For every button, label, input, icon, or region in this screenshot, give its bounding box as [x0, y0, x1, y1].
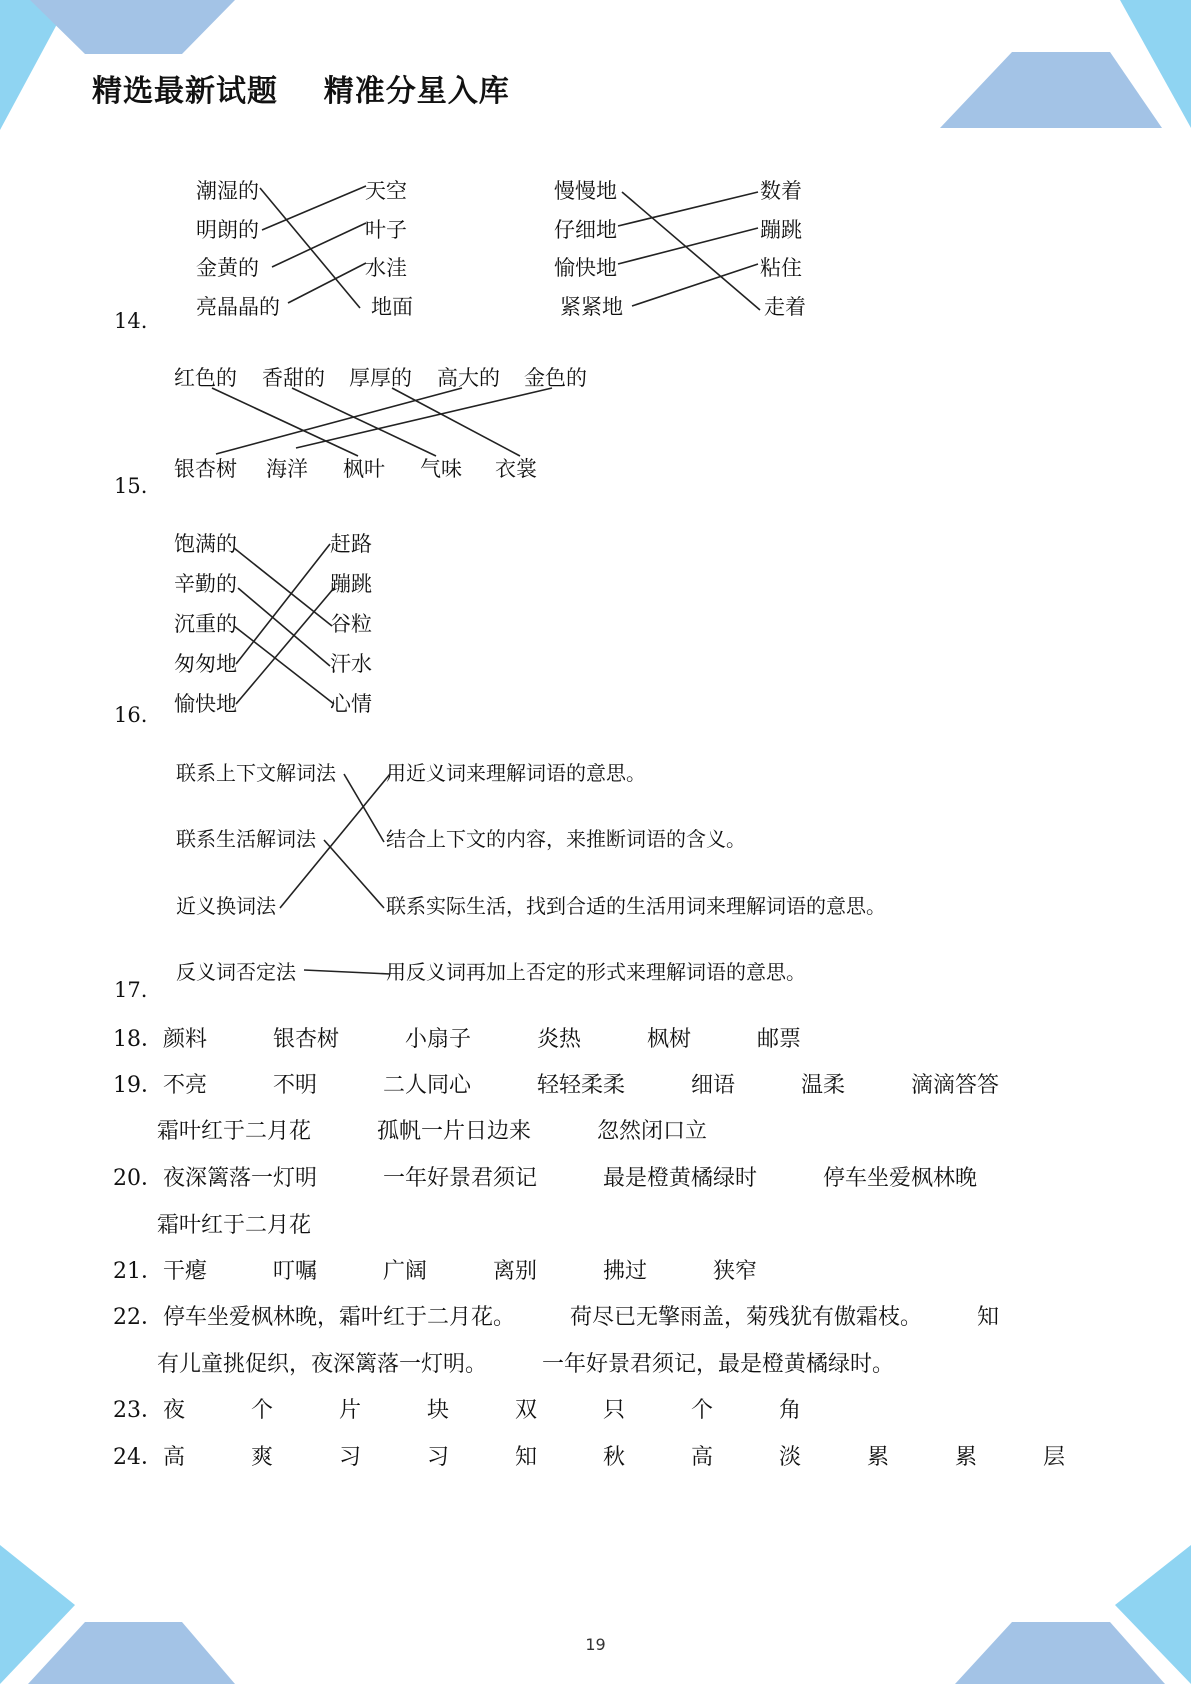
answer-19-line-1: 19．不亮 不明 二人同心 轻轻柔柔 细语 温柔 滴滴答答 [113, 1073, 999, 1098]
match-word: 金黄的 [196, 256, 259, 280]
match-word: 香甜的 [262, 366, 325, 390]
match-word: 反义词否定法 [176, 960, 296, 984]
question-number: 15. [114, 474, 148, 498]
match-word: 蹦跳 [760, 218, 802, 242]
match-word: 高大的 [437, 366, 500, 390]
match-word: 辛勤的 [174, 572, 237, 596]
match-word: 粘住 [760, 256, 802, 280]
match-word: 厚厚的 [349, 366, 412, 390]
match-word: 近义换词法 [176, 894, 276, 918]
match-word: 赶路 [330, 532, 372, 556]
answer-22-line-2: 有儿童挑促织，夜深篱落一灯明。 一年好景君须记，最是橙黄橘绿时。 [157, 1352, 895, 1377]
answer-20-line-2: 霜叶红于二月花 [157, 1213, 312, 1238]
match-word: 水洼 [365, 256, 407, 280]
match-word: 沉重的 [174, 612, 237, 636]
answer-21: 21．干瘪 叮嘱 广阔 离别 拂过 狭窄 [113, 1259, 757, 1284]
match-word: 愉快地 [554, 256, 617, 280]
match-word: 心情 [330, 692, 372, 716]
match-word: 饱满的 [174, 532, 237, 556]
match-word: 紧紧地 [560, 295, 623, 319]
match-word: 明朗的 [196, 218, 259, 242]
match-word: 数着 [760, 179, 802, 203]
match-word: 红色的 [174, 366, 237, 390]
match-word: 叶子 [365, 218, 407, 242]
match-word: 联系上下文解词法 [176, 761, 336, 785]
match-word: 谷粒 [330, 612, 372, 636]
match-word: 用近义词来理解词语的意思。 [386, 761, 646, 785]
match-word: 衣裳 [495, 457, 537, 481]
answer-24: 24．高 爽 习 习 知 秋 高 淡 累 累 层 [113, 1445, 1065, 1470]
match-word: 愉快地 [174, 692, 237, 716]
answer-18: 18．颜料 银杏树 小扇子 炎热 枫树 邮票 [113, 1027, 801, 1052]
match-word: 匆匆地 [174, 652, 237, 676]
match-word: 汗水 [330, 652, 372, 676]
match-word: 联系实际生活，找到合适的生活用词来理解词语的意思。 [386, 894, 886, 918]
answer-19-line-2: 霜叶红于二月花 孤帆一片日边来 忽然闭口立 [157, 1119, 708, 1144]
match-word: 慢慢地 [554, 179, 617, 203]
match-word: 仔细地 [554, 218, 617, 242]
match-word: 蹦跳 [330, 572, 372, 596]
match-word: 银杏树 [174, 457, 237, 481]
match-word: 枫叶 [343, 457, 385, 481]
question-number: 14. [114, 309, 148, 333]
answer-23: 23．夜 个 片 块 双 只 个 角 [113, 1398, 801, 1423]
question-number: 17. [114, 978, 148, 1002]
answer-22-line-1: 22．停车坐爱枫林晚，霜叶红于二月花。 荷尽已无擎雨盖，菊残犹有傲霜枝。 知 [113, 1305, 999, 1330]
match-word: 亮晶晶的 [196, 295, 280, 319]
match-word: 海洋 [266, 457, 308, 481]
match-word: 走着 [764, 295, 806, 319]
match-word: 地面 [371, 295, 413, 319]
match-word: 联系生活解词法 [176, 827, 316, 851]
match-word: 潮湿的 [196, 179, 259, 203]
page-number: 19 [585, 1635, 606, 1654]
match-word: 天空 [365, 179, 407, 203]
match-word: 金色的 [524, 366, 587, 390]
match-word: 结合上下文的内容，来推断词语的含义。 [386, 827, 746, 851]
match-word: 气味 [420, 457, 462, 481]
match-word: 用反义词再加上否定的形式来理解词语的意思。 [386, 960, 806, 984]
question-number: 16. [114, 703, 148, 727]
header-title: 精选最新试题 精准分星入库 [92, 74, 510, 109]
answer-20-line-1: 20．夜深篱落一灯明 一年好景君须记 最是橙黄橘绿时 停车坐爱枫林晚 [113, 1166, 977, 1191]
